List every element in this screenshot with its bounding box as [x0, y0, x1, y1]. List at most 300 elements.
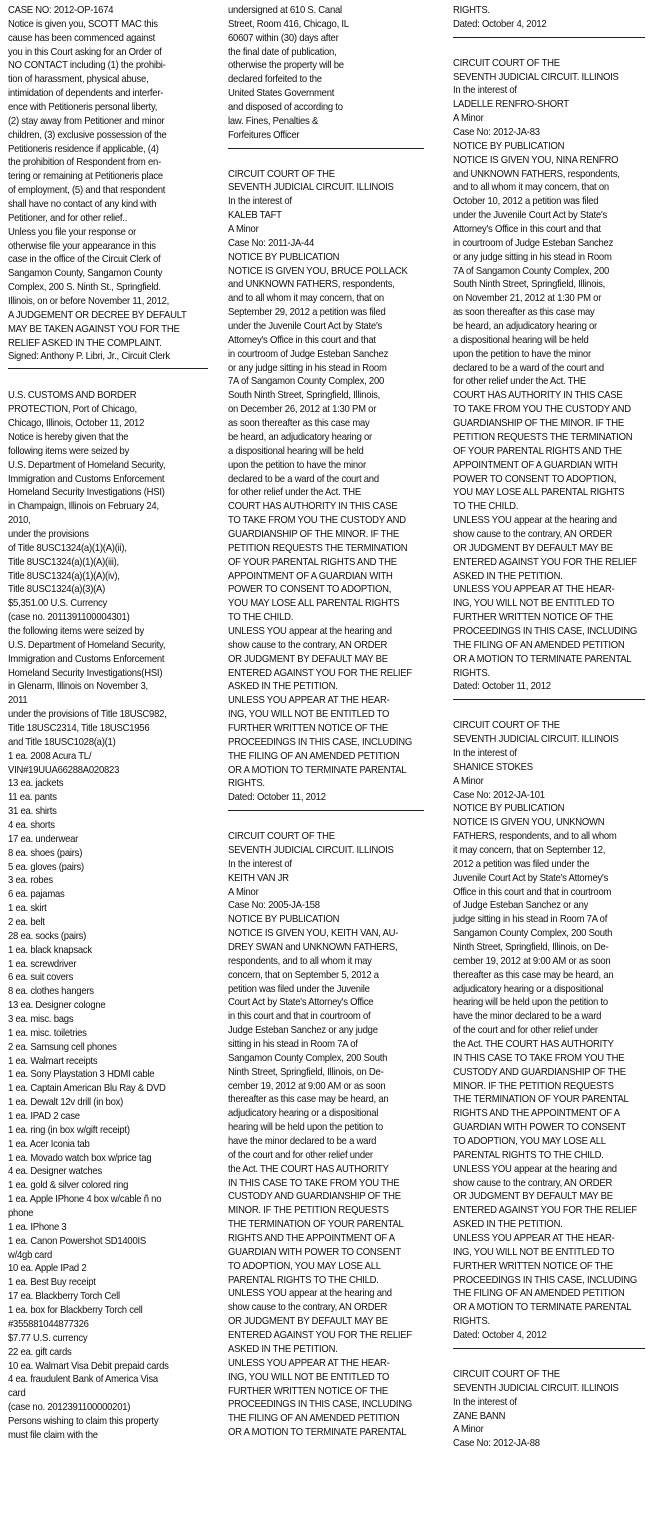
notice-line: UNLESS YOU APPEAR AT THE HEAR- [228, 695, 390, 707]
notice-line: OR JUDGMENT BY DEFAULT MAY BE [453, 1191, 613, 1203]
notice-line: Dated: October 11, 2012 [453, 681, 551, 693]
notice-line: in Champaign, Illinois on February 24, [8, 501, 159, 513]
notice-line: and UNKNOWN FATHERS, respondents, [228, 279, 395, 291]
notice-line: ENTERED AGAINST YOU FOR THE RELIEF [453, 1205, 637, 1217]
notice-line: tion of harassment, physical abuse, [8, 74, 149, 86]
notice-line: GUARDIAN WITH POWER TO CONSENT [228, 1246, 401, 1258]
notice-line: NOTICE IS GIVEN YOU, UNKNOWN [453, 817, 605, 829]
notice-line: September 29, 2012 a petition was filed [228, 307, 386, 319]
notice-line: undersigned at 610 S. Canal [228, 5, 342, 16]
notice-line: under the Juvenile Court Act by State's [453, 210, 608, 222]
notice-line: RIGHTS AND THE APPOINTMENT OF A [453, 1108, 620, 1120]
notice-line: Dated: October 4, 2012 [453, 18, 547, 30]
spacer [8, 369, 208, 389]
notice-line: you in this Court asking for an Order of [8, 46, 162, 58]
legal-notices-column-3 [453, 4, 645, 1451]
notice-line: UNLESS YOU APPEAR AT THE HEAR- [453, 1233, 615, 1245]
notice-line: OF YOUR PARENTAL RIGHTS AND THE [453, 445, 622, 457]
notice-line: 3 ea. robes [8, 875, 53, 887]
notice-line: and to all whom it may concern, that on [228, 293, 384, 305]
notice-line: RIGHTS. [453, 667, 490, 679]
notice-line: 4 ea. shorts [8, 819, 55, 831]
notice-line: Persons wishing to claim this property [8, 1415, 159, 1427]
notice-line: in courtroom of Judge Esteban Sanchez [453, 237, 614, 249]
notice-line: of the court and for other relief under [228, 1149, 373, 1161]
notice-line: OR A MOTION TO TERMINATE PARENTAL [228, 764, 407, 776]
legal-notice [228, 830, 424, 1440]
notice-line: APPOINTMENT OF A GUARDIAN WITH [228, 570, 393, 582]
notice-line: Juvenile Court Act by State's Attorney's [453, 872, 609, 884]
notice-line: petition was filed under the Juvenile [228, 983, 370, 995]
notice-line: of Title 8USC1324(a)(1)(A)(ii), [8, 542, 127, 554]
notice-line: OR JUDGMENT BY DEFAULT MAY BE [228, 653, 388, 665]
legal-notice [228, 4, 424, 143]
notice-line: Illinois, on or before November 11, 2012, [8, 296, 170, 308]
notice-line: MINOR. IF THE PETITION REQUESTS [453, 1080, 614, 1092]
notice-line: KEITH VAN JR [228, 872, 289, 884]
notice-line: Immigration and Customs Enforcement [8, 653, 165, 665]
notice-line: COURT HAS AUTHORITY IN THIS CASE [228, 501, 398, 513]
notice-line: 7A of Sangamon County Complex, 200 [453, 265, 610, 277]
notice-line: under the Juvenile Court Act by State's [228, 321, 383, 333]
legal-notice [453, 1368, 645, 1451]
notice-line: CIRCUIT COURT OF THE [453, 1368, 560, 1380]
spacer [228, 149, 424, 168]
notice-line: A Minor [228, 224, 259, 236]
notice-line: OR A MOTION TO TERMINATE PARENTAL [453, 1302, 632, 1314]
notice-line: Title 8USC1324(a)(3)(A) [8, 584, 106, 596]
notice-line: Attorney's Office in this court and that [453, 224, 601, 236]
notice-line: for other relief under the Act. THE [228, 487, 361, 499]
notice-line: declared to be a ward of the court and [453, 362, 604, 374]
notice-line: and Title 18USC1028(a)(1) [8, 736, 116, 748]
notice-line: Title 18USC2314, Title 18USC1956 [8, 722, 150, 734]
notice-line: 4 ea. fraudulent Bank of America Visa [8, 1374, 158, 1386]
notice-line: 1 ea. Acer Iconia tab [8, 1138, 90, 1150]
notice-line: show cause to the contrary, AN ORDER [228, 1302, 388, 1314]
notice-line: of the court and for other relief under [453, 1025, 598, 1037]
notice-line: GUARDIANSHIP OF THE MINOR. IF THE [453, 418, 624, 430]
notice-line: the prohibition of Respondent from en- [8, 157, 161, 169]
notice-line: U.S. Department of Homeland Security, [8, 459, 166, 471]
notice-line: POWER TO CONSENT TO ADOPTION, [453, 473, 617, 485]
notice-line: of employment, (5) and that respondent [8, 185, 166, 197]
notice-line: THE TERMINATION OF YOUR PARENTAL [228, 1219, 404, 1231]
notice-line: shall have no contact of any kind with [8, 199, 157, 211]
notice-line: ASKED IN THE PETITION. [453, 1219, 563, 1231]
notice-line: YOU MAY LOSE ALL PARENTAL RIGHTS [228, 598, 400, 610]
notice-line: SEVENTH JUDICIAL CIRCUIT. ILLINOIS [453, 734, 619, 746]
notice-line: 11 ea. pants [8, 792, 57, 804]
notice-line: a dispositional hearing will be held [228, 445, 364, 457]
notice-line: ZANE BANN [453, 1410, 506, 1422]
notice-line: Attorney's Office in this court and that [228, 334, 376, 346]
notice-line: ence with Petitioneris personal liberty, [8, 102, 158, 114]
notice-line: hearing will be held upon the petition to [228, 1122, 383, 1134]
notice-line: 3 ea. misc. bags [8, 1014, 74, 1026]
notice-line: for other relief under the Act. THE [453, 376, 586, 388]
notice-line: Dated: October 11, 2012 [228, 792, 326, 804]
notice-line: RIGHTS AND THE APPOINTMENT OF A [228, 1233, 395, 1245]
notice-line: and UNKNOWN FATHERS, respondents, [453, 168, 620, 180]
notice-line: PROCEEDINGS IN THIS CASE, INCLUDING [228, 1399, 413, 1411]
notice-line: Street, Room 416, Chicago, IL [228, 18, 349, 30]
notice-line: thereafter as this case may be heard, an [228, 1094, 389, 1106]
notice-line: UNLESS YOU appear at the hearing and [228, 625, 392, 637]
notice-line: FURTHER WRITTEN NOTICE OF THE [228, 722, 388, 734]
notice-line: intimidation of dependents and interfer- [8, 88, 164, 100]
notice-line: Sangamon County Complex, 200 South [453, 928, 613, 940]
notice-line: SHANICE STOKES [453, 761, 533, 773]
notice-line: ING, YOU WILL NOT BE ENTITLED TO [453, 1246, 615, 1258]
notice-line: following items were seized by [8, 445, 130, 457]
notice-line: A Minor [453, 775, 484, 787]
notice-line: CIRCUIT COURT OF THE [453, 57, 560, 69]
notice-line: GUARDIAN WITH POWER TO CONSENT [453, 1122, 626, 1134]
notice-line: on November 21, 2012 at 1:30 PM or [453, 293, 602, 305]
notice-line: on December 26, 2012 at 1:30 PM or [228, 404, 377, 416]
notice-line: In the interest of [228, 196, 292, 208]
notice-line: 28 ea. socks (pairs) [8, 930, 87, 942]
notice-line: In the interest of [228, 858, 292, 870]
notice-line: CIRCUIT COURT OF THE [228, 831, 335, 843]
notice-line: 1 ea. gold & silver colored ring [8, 1180, 129, 1192]
notice-line: 1 ea. IPhone 3 [8, 1221, 67, 1233]
notice-line: 13 ea. Designer cologne [8, 1000, 106, 1012]
notice-line: ENTERED AGAINST YOU FOR THE RELIEF [228, 667, 412, 679]
notice-line: tering or remaining at Petitioneris place [8, 171, 163, 183]
notice-line: TO TAKE FROM YOU THE CUSTODY AND [453, 404, 631, 416]
notice-line: A Minor [453, 113, 484, 125]
notice-line: in this court and that in courtroom of [228, 1011, 371, 1023]
notice-line: RELIEF ASKED IN THE COMPLAINT. [8, 337, 162, 349]
notice-line: Petitioneris residence if applicable, (4) [8, 143, 159, 155]
notice-line: the following items were seized by [8, 625, 144, 637]
spacer [228, 811, 424, 830]
notice-line: 17 ea. underwear [8, 833, 79, 845]
notice-line: 10 ea. Apple IPad 2 [8, 1263, 87, 1275]
notice-line: 31 ea. shirts [8, 806, 57, 818]
notice-line: OR A MOTION TO TERMINATE PARENTAL [228, 1427, 407, 1439]
notice-line: card [8, 1388, 26, 1400]
notice-line: DREY SWAN and UNKNOWN FATHERS, [228, 942, 398, 953]
notice-line: ASKED IN THE PETITION. [228, 681, 338, 693]
notice-line: UNLESS YOU APPEAR AT THE HEAR- [453, 584, 615, 596]
notice-line: Case No: 2012-JA-101 [453, 789, 545, 801]
notice-line: OR A MOTION TO TERMINATE PARENTAL [453, 653, 632, 665]
notice-line: case in the office of the Circuit Clerk of [8, 254, 161, 266]
notice-line: adjudicatory hearing or a dispositional [453, 983, 604, 995]
notice-line: Dated: October 4, 2012 [453, 1330, 547, 1342]
notice-line: LADELLE RENFRO-SHORT [453, 99, 569, 111]
notice-line: otherwise file your appearance in this [8, 240, 156, 252]
notice-line: phone [8, 1208, 34, 1220]
notice-line: In the interest of [453, 85, 517, 97]
notice-line: SEVENTH JUDICIAL CIRCUIT. ILLINOIS [228, 844, 394, 856]
notice-line: sitting in his stead in Room 7A of [228, 1039, 358, 1051]
notice-line: 2 ea. belt [8, 917, 45, 928]
notice-line: 2010, [8, 515, 31, 527]
notice-line: it may concern, that on September 12, [453, 844, 606, 856]
notice-line: ASKED IN THE PETITION. [453, 570, 563, 582]
notice-line: 2012 a petition was filed under the [453, 858, 590, 870]
notice-line: UNLESS YOU appear at the hearing and [228, 1288, 392, 1300]
notice-line: TO THE CHILD. [453, 501, 519, 513]
notice-line: Notice is given you, SCOTT MAC this [8, 18, 158, 30]
notice-line: 4 ea. Designer watches [8, 1166, 102, 1178]
notice-line: CUSTODY AND GUARDIANSHIP OF THE [228, 1191, 401, 1203]
notice-line: United States Government [228, 88, 335, 100]
notice-line: 2011 [8, 695, 28, 707]
notice-line: Unless you file your response or [8, 226, 137, 238]
notice-line: 1 ea. Canon Powershot SD1400IS [8, 1235, 147, 1247]
notice-line: FURTHER WRITTEN NOTICE OF THE [453, 612, 613, 624]
notice-line: Homeland Security Investigations(HSI) [8, 667, 163, 679]
notice-line: In the interest of [453, 747, 517, 759]
notice-line: 1 ea. skirt [8, 903, 47, 915]
notice-line: CIRCUIT COURT OF THE [228, 168, 335, 180]
notice-line: ENTERED AGAINST YOU FOR THE RELIEF [228, 1330, 412, 1342]
notice-line: NOTICE IS GIVEN YOU, KEITH VAN, AU- [228, 928, 399, 940]
notice-line: 5 ea. gloves (pairs) [8, 861, 84, 873]
notice-line: 1 ea. Movado watch box w/price tag [8, 1152, 152, 1164]
notice-line: Case No: 2005-JA-158 [228, 900, 320, 912]
notice-line: 6 ea. suit covers [8, 972, 74, 984]
notice-line: w/4gb card [8, 1249, 53, 1261]
notice-line: 8 ea. shoes (pairs) [8, 847, 83, 859]
notice-line: 13 ea. jackets [8, 778, 64, 790]
legal-notice [8, 4, 208, 364]
notice-line: Homeland Security Investigations (HSI) [8, 487, 165, 499]
notice-line: FATHERS, respondents, and to all whom [453, 831, 617, 843]
notice-line: TO THE CHILD. [228, 612, 294, 624]
notice-line: UNLESS YOU appear at the hearing and [453, 515, 617, 527]
notice-line: 1 ea. Sony Playstation 3 HDMI cable [8, 1069, 155, 1081]
notice-line: 17 ea. Blackberry Torch Cell [8, 1291, 120, 1303]
notice-line: THE FILING OF AN AMENDED PETITION [453, 1288, 625, 1300]
notice-line: VIN#19UUA66288A020823 [8, 764, 120, 776]
notice-line: SEVENTH JUDICIAL CIRCUIT. ILLINOIS [453, 71, 619, 83]
notice-line: 2 ea. Samsung cell phones [8, 1041, 117, 1053]
notice-line: ENTERED AGAINST YOU FOR THE RELIEF [453, 556, 637, 568]
notice-line: upon the petition to have the minor [228, 459, 366, 471]
notice-line: THE FILING OF AN AMENDED PETITION [228, 1413, 400, 1425]
notice-line: FURTHER WRITTEN NOTICE OF THE [228, 1385, 388, 1397]
notice-line: Immigration and Customs Enforcement [8, 473, 165, 485]
spacer [453, 700, 645, 719]
notice-line: MINOR. IF THE PETITION REQUESTS [228, 1205, 389, 1217]
notice-line: South Ninth Street, Springfield, Illinois, [228, 390, 381, 402]
notice-line: Judge Esteban Sanchez or any judge [228, 1025, 378, 1037]
notice-line: UNLESS YOU APPEAR AT THE HEAR- [228, 1357, 390, 1369]
notice-line: IN THIS CASE TO TAKE FROM YOU THE [228, 1177, 400, 1189]
notice-line: $7.77 U.S. currency [8, 1332, 88, 1344]
notice-line: 7A of Sangamon County Complex, 200 [228, 376, 385, 388]
notice-line: NOTICE BY PUBLICATION [228, 251, 340, 263]
legal-notices-column-2 [228, 4, 424, 1440]
notice-line: 1 ea. 2008 Acura TL/ [8, 750, 92, 762]
notice-line: 1 ea. Walmart receipts [8, 1055, 98, 1067]
notice-line: 1 ea. Dewalt 12v drill (in box) [8, 1097, 124, 1109]
notice-line: hearing will be held upon the petition to [453, 997, 608, 1009]
notice-line: or any judge sitting in his stead in Room [453, 251, 612, 263]
notice-line: PROTECTION, Port of Chicago, [8, 404, 137, 416]
notice-line: FURTHER WRITTEN NOTICE OF THE [453, 1260, 613, 1272]
notice-line: in courtroom of Judge Esteban Sanchez [228, 348, 389, 360]
notice-line: SEVENTH JUDICIAL CIRCUIT. ILLINOIS [228, 182, 394, 194]
notice-line: under the provisions of Title 18USC982, [8, 709, 167, 721]
notice-line: PARENTAL RIGHTS TO THE CHILD. [453, 1149, 604, 1161]
notice-line: must file claim with the [8, 1429, 98, 1441]
notice-line: PROCEEDINGS IN THIS CASE, INCLUDING [453, 1274, 638, 1286]
notice-line: as soon thereafter as this case may [228, 418, 370, 430]
notice-line: PROCEEDINGS IN THIS CASE, INCLUDING [228, 736, 413, 748]
notice-line: Ninth Street, Springfield, Illinois, on De- [228, 1066, 384, 1078]
notice-line: Petitioner, and for other relief.. [8, 212, 128, 224]
notice-line: October 10, 2012 a petition was filed [453, 196, 599, 208]
notice-line: Forfeitures Officer [228, 129, 300, 141]
notice-line: and disposed of according to [228, 102, 343, 114]
notice-line: THE FILING OF AN AMENDED PETITION [453, 639, 625, 651]
notice-line: show cause to the contrary, AN ORDER [453, 528, 613, 540]
notice-line: COURT HAS AUTHORITY IN THIS CASE [453, 390, 623, 402]
notice-line: TO ADOPTION, YOU MAY LOSE ALL [453, 1136, 606, 1148]
notice-line: U.S. Department of Homeland Security, [8, 639, 166, 651]
notice-line: NOTICE IS GIVEN YOU, BRUCE POLLACK [228, 265, 408, 277]
notice-line: of Judge Esteban Sanchez or any [453, 900, 589, 912]
notice-line: Case No: 2012-JA-83 [453, 127, 540, 139]
notice-line: UNLESS YOU appear at the hearing and [453, 1163, 617, 1175]
notice-line: under the provisions [8, 528, 89, 540]
notice-line: PETITION REQUESTS THE TERMINATION [228, 542, 408, 554]
notice-line: as soon thereafter as this case may [453, 307, 595, 319]
legal-notice [453, 4, 645, 32]
notice-line: RIGHTS. [453, 1316, 490, 1328]
notice-line: 1 ea. Best Buy receipt [8, 1277, 96, 1289]
notice-line: POWER TO CONSENT TO ADOPTION, [228, 584, 392, 596]
notice-line: Sangamon County Complex, 200 South [228, 1052, 388, 1064]
notice-line: Office in this court and that in courtroom [453, 886, 612, 898]
notice-line: or any judge sitting in his stead in Room [228, 362, 387, 374]
notice-line: CASE NO: 2012-OP-1674 [8, 5, 114, 16]
notice-line: upon the petition to have the minor [453, 348, 591, 360]
notice-line: (case no. 2011391100004301) [8, 612, 130, 624]
notice-line: 1 ea. screwdriver [8, 958, 77, 970]
notice-line: In the interest of [453, 1396, 517, 1408]
notice-line: 1 ea. black knapsack [8, 944, 92, 956]
notice-line: 6 ea. pajamas [8, 889, 65, 901]
notice-line: South Ninth Street, Springfield, Illinois, [453, 279, 606, 291]
notice-line: Case No: 2012-JA-88 [453, 1438, 540, 1450]
legal-notice [453, 57, 645, 695]
notice-line: show cause to the contrary, AN ORDER [453, 1177, 613, 1189]
notice-line: Title 8USC1324(a)(1)(A)(iv), [8, 570, 120, 582]
notice-line: TO ADOPTION, YOU MAY LOSE ALL [228, 1260, 381, 1272]
notice-line: TO TAKE FROM YOU THE CUSTODY AND [228, 515, 406, 527]
notice-line: be heard, an adjudicatory hearing or [228, 431, 372, 443]
notice-line: Sangamon County, Sangamon County [8, 268, 163, 280]
notice-line: 1 ea. Captain American Blu Ray & DVD [8, 1083, 166, 1095]
notice-line: NOTICE BY PUBLICATION [453, 803, 565, 815]
notice-line: otherwise the property will be [228, 60, 344, 72]
notice-line: THE FILING OF AN AMENDED PETITION [228, 750, 400, 762]
notice-line: PARENTAL RIGHTS TO THE CHILD. [228, 1274, 379, 1286]
notice-line: cember 19, 2012 at 9:00 AM or as soon [228, 1080, 386, 1092]
notice-line: 60607 within (30) days after [228, 32, 339, 44]
notice-line: #355881044877326 [8, 1318, 89, 1330]
notice-line: cember 19, 2012 at 9:00 AM or as soon [453, 955, 611, 967]
notice-line: GUARDIANSHIP OF THE MINOR. IF THE [228, 528, 399, 540]
notice-line: NO CONTACT including (1) the prohibi- [8, 60, 166, 72]
notice-line: judge sitting in his stead in Room 7A of [453, 914, 608, 926]
notice-line: 1 ea. ring (in box w/gift receipt) [8, 1124, 130, 1136]
legal-notice [228, 168, 424, 806]
notice-line: respondents, and to all whom it may [228, 955, 372, 967]
notice-line: 1 ea. misc. toiletries [8, 1027, 87, 1039]
notice-line: 10 ea. Walmart Visa Debit prepaid cards [8, 1360, 169, 1372]
notice-line: (2) stay away from Petitioner and minor [8, 115, 165, 127]
notice-line: thereafter as this case may be heard, an [453, 969, 614, 981]
spacer [453, 1349, 645, 1368]
notice-line: the Act. THE COURT HAS AUTHORITY [228, 1163, 389, 1175]
notice-line: ING, YOU WILL NOT BE ENTITLED TO [228, 1371, 390, 1383]
notice-line: A Minor [228, 886, 259, 898]
notice-line: ING, YOU WILL NOT BE ENTITLED TO [453, 598, 615, 610]
notice-line: in Glenarm, Illinois on November 3, [8, 681, 148, 693]
notice-line: CUSTODY AND GUARDIANSHIP OF THE [453, 1066, 626, 1078]
legal-notice [8, 389, 208, 1442]
legal-notice [453, 719, 645, 1343]
notice-line: 8 ea. clothes hangers [8, 986, 94, 998]
notice-line: NOTICE IS GIVEN YOU, NINA RENFRO [453, 154, 619, 166]
notice-line: ING, YOU WILL NOT BE ENTITLED TO [228, 709, 390, 721]
notice-line: KALEB TAFT [228, 210, 282, 222]
notice-line: (case no. 2012391100000201) [8, 1402, 131, 1414]
notice-line: a dispositional hearing will be held [453, 334, 589, 346]
notice-line: 1 ea. IPAD 2 case [8, 1111, 80, 1123]
notice-line: declared forfeited to the [228, 74, 322, 86]
notice-line: 1 ea. box for Blackberry Torch cell [8, 1305, 143, 1317]
notice-line: OR JUDGMENT BY DEFAULT MAY BE [228, 1316, 388, 1328]
notice-line: concern, that on September 5, 2012 a [228, 969, 379, 981]
notice-line: NOTICE BY PUBLICATION [228, 914, 340, 926]
notice-line: 22 ea. gift cards [8, 1346, 72, 1358]
notice-line: declared to be a ward of the court and [228, 473, 379, 485]
notice-line: Ninth Street, Springfield, Illinois, on De- [453, 942, 609, 953]
notice-line: MAY BE TAKEN AGAINST YOU FOR THE [8, 323, 180, 335]
notice-line: children, (3) exclusive possession of the [8, 129, 167, 141]
notice-line: Complex, 200 S. Ninth St., Springfield. [8, 282, 161, 294]
notice-line: adjudicatory hearing or a dispositional [228, 1108, 379, 1120]
notice-line: NOTICE BY PUBLICATION [453, 140, 565, 152]
notice-line: Notice is hereby given that the [8, 431, 129, 443]
notice-line: 1 ea. Apple IPhone 4 box w/cable ñ no [8, 1194, 162, 1206]
notice-line: Case No: 2011-JA-44 [228, 237, 315, 249]
notice-line: YOU MAY LOSE ALL PARENTAL RIGHTS [453, 487, 625, 499]
notice-line: A Minor [453, 1424, 484, 1436]
notice-line: $5,351.00 U.S. Currency [8, 598, 108, 610]
notice-line: CIRCUIT COURT OF THE [453, 720, 560, 732]
notice-line: A JUDGEMENT OR DECREE BY DEFAULT [8, 309, 187, 321]
notice-line: IN THIS CASE TO TAKE FROM YOU THE [453, 1052, 625, 1064]
legal-notices-column-1 [8, 4, 208, 1443]
notice-line: PETITION REQUESTS THE TERMINATION [453, 431, 633, 443]
notice-line: show cause to the contrary, AN ORDER [228, 639, 388, 651]
notice-line: law. Fines, Penalties & [228, 115, 319, 127]
notice-line: ASKED IN THE PETITION. [228, 1343, 338, 1355]
notice-line: be heard, an adjudicatory hearing or [453, 321, 597, 333]
notice-line: Chicago, Illinois, October 11, 2012 [8, 418, 145, 430]
